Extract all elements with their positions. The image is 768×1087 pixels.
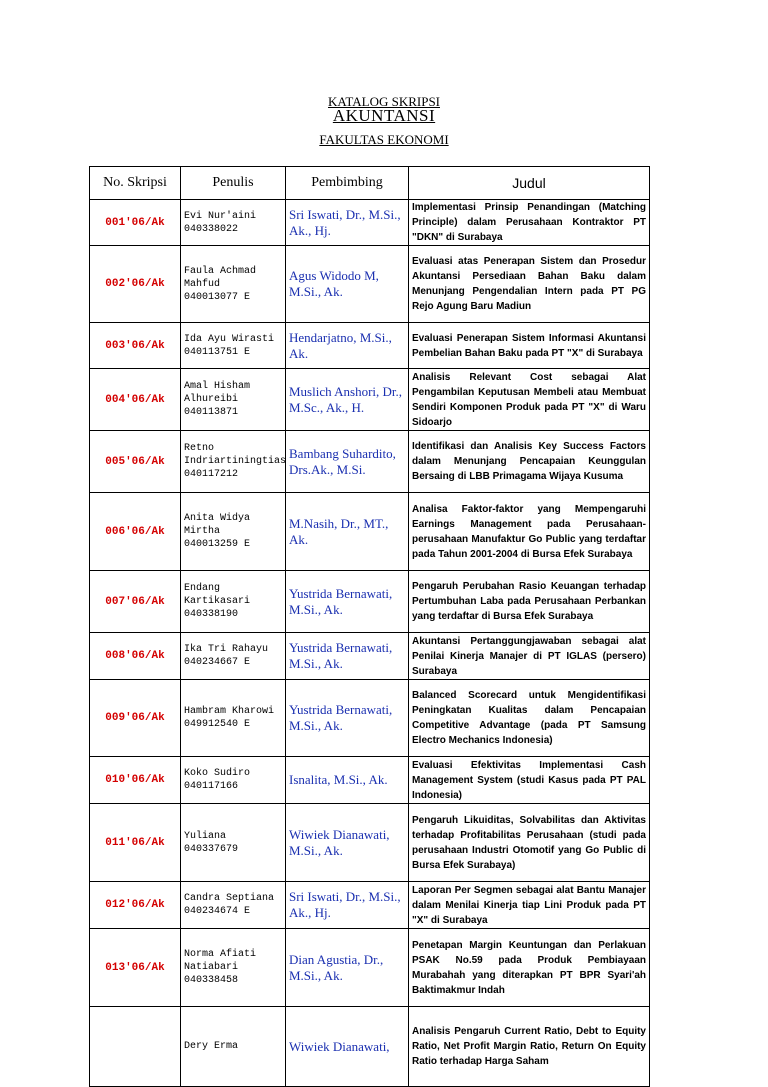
author-cell	[181, 571, 286, 633]
thesis-number: 009'06/Ak	[90, 680, 181, 757]
thesis-title: Evaluasi Penerapan Sistem Informasi Akuntansi Pembelian Bahan Baku pada PT "X" di Surabaya	[409, 323, 650, 369]
thesis-number: 006'06/Ak	[90, 493, 181, 571]
thesis-number: 007'06/Ak	[90, 571, 181, 633]
author-cell	[181, 431, 286, 493]
table-row	[90, 323, 650, 369]
advisor: Isnalita, M.Si., Ak.	[286, 757, 409, 804]
thesis-number: 005'06/Ak	[90, 431, 181, 493]
table-body	[90, 200, 650, 1087]
catalog-title: KATALOG SKRIPSI	[328, 94, 440, 109]
table-row	[90, 882, 650, 929]
author-name: Candra Septiana	[184, 893, 275, 904]
table-row	[90, 1007, 650, 1087]
author-cell	[181, 323, 286, 369]
advisor: Sri Iswati, Dr., M.Si., Ak., Hj.	[286, 200, 409, 246]
thesis-catalog-table	[89, 166, 650, 1087]
author-name: Dery Erma	[184, 1041, 239, 1052]
author-cell	[181, 929, 286, 1007]
thesis-title: Implementasi Prinsip Penandingan (Matching Principle) dalam Perusahaan Kontraktor PT "DKN" di Surabaya	[409, 200, 650, 246]
thesis-number: 010'06/Ak	[90, 757, 181, 804]
author-name: Faula Achmad Mahfud	[184, 265, 257, 290]
advisor: Yustrida Bernawati, M.Si., Ak.	[286, 680, 409, 757]
author-cell	[181, 680, 286, 757]
author-name: Koko Sudiro	[184, 768, 251, 779]
column-header-penulis: Penulis	[181, 167, 286, 200]
thesis-title: Laporan Per Segmen sebagai alat Bantu Manajer dalam Menilai Kinerja tiap Lini Produk pada PT "X" di Surabaya	[409, 882, 650, 929]
author-name: Norma Afiati Natiabari	[184, 949, 257, 973]
table-row	[90, 200, 650, 246]
advisor: Yustrida Bernawati, M.Si., Ak.	[286, 633, 409, 680]
table-row	[90, 493, 650, 571]
author-id: 040337679	[184, 843, 239, 855]
thesis-title: Balanced Scorecard untuk Mengidentifikasi Peningkatan Kualitas dalam Pencapaian Competitive Advantage (pada PT Samsung Electro Mechanics Indonesia)	[409, 680, 650, 757]
thesis-number: 003'06/Ak	[90, 323, 181, 369]
advisor: Sri Iswati, Dr., M.Si., Ak., Hj.	[286, 882, 409, 929]
author-name: Hambram Kharowi	[184, 706, 275, 717]
advisor: M.Nasih, Dr., MT., Ak.	[286, 493, 409, 571]
thesis-number: 002'06/Ak	[90, 246, 181, 323]
author-id: 040338190	[184, 609, 239, 620]
author-name: Ika Tri Rahayu	[184, 644, 269, 655]
advisor: Dian Agustia, Dr., M.Si., Ak.	[286, 929, 409, 1007]
author-id: 040234674 E	[184, 906, 251, 917]
author-id: 040117212	[184, 469, 239, 480]
thesis-number: 012'06/Ak	[90, 882, 181, 929]
author-cell	[181, 246, 286, 323]
thesis-number: 013'06/Ak	[90, 929, 181, 1007]
table-header-row	[90, 167, 650, 200]
author-name: Endang Kartikasari	[184, 583, 251, 607]
author-id: 040113871	[184, 407, 239, 418]
advisor: Bambang Suhardito, Drs.Ak., M.Si.	[286, 431, 409, 493]
advisor: Agus Widodo M, M.Si., Ak.	[286, 246, 409, 323]
thesis-title: Analisis Pengaruh Current Ratio, Debt to Equity Ratio, Net Profit Margin Ratio, Return On Equity Ratio terhadap Harga Saham	[409, 1007, 650, 1087]
author-cell	[181, 804, 286, 882]
advisor: Wiwiek Dianawati,	[286, 1007, 409, 1087]
author-cell	[181, 882, 286, 929]
author-id: 040338458	[184, 975, 239, 986]
author-cell	[181, 369, 286, 431]
thesis-title: Pengaruh Likuiditas, Solvabilitas dan Aktivitas terhadap Profitabilitas Perusahaan (studi pada perusahaan Industri Otomotif yang Go Public di Bursa Efek Surabaya)	[409, 804, 650, 882]
thesis-title: Analisis Relevant Cost sebagai Alat Pengambilan Keputusan Membeli atau Membuat Sendiri Komponen Produk pada PT "X" di Waru Sidoarjo	[409, 369, 650, 431]
author-id: 040234667 E	[184, 657, 251, 668]
author-cell	[181, 633, 286, 680]
thesis-number: 011'06/Ak	[90, 804, 181, 882]
author-name: Yuliana	[184, 830, 227, 842]
table-row	[90, 431, 650, 493]
author-cell	[181, 493, 286, 571]
column-header-no: No. Skripsi	[90, 167, 181, 200]
table-row	[90, 929, 650, 1007]
thesis-title: Analisa Faktor-faktor yang Mempengaruhi Earnings Management pada Perusahaan-perusahaan Manufaktur Go Public yang terdaftar pada Tahun 2001-2004 di Bursa Efek Surabaya	[409, 493, 650, 571]
column-header-judul: Judul	[409, 167, 650, 200]
thesis-title: Akuntansi Pertanggungjawaban sebagai alat Penilai Kinerja Manajer di PT IGLAS (persero) Surabaya	[409, 633, 650, 680]
author-name: Evi Nur'aini	[184, 210, 257, 222]
advisor: Yustrida Bernawati, M.Si., Ak.	[286, 571, 409, 633]
thesis-title: Penetapan Margin Keuntungan dan Perlakuan PSAK No.59 pada Produk Pembiayaan Murabahah yang diterapkan PT BPR Syari'ah Baktimakmur Indah	[409, 929, 650, 1007]
author-cell	[181, 200, 286, 246]
advisor: Hendarjatno, M.Si., Ak.	[286, 323, 409, 369]
thesis-title: Evaluasi atas Penerapan Sistem dan Prosedur Akuntansi Persediaan Bahan Baku dalam Menunjang Pengendalian Intern pada PT PG Rejo Agung Baru Madiun	[409, 246, 650, 323]
thesis-number: 008'06/Ak	[90, 633, 181, 680]
thesis-title: Pengaruh Perubahan Rasio Keuangan terhadap Pertumbuhan Laba pada Perusahaan Perbankan yang terdaftar di Bursa Efek Surabaya	[409, 571, 650, 633]
author-cell	[181, 757, 286, 804]
author-name: Retno Indriartiningtias	[184, 443, 287, 467]
author-id: 040117166	[184, 781, 239, 792]
column-header-pembimbing: Pembimbing	[286, 167, 409, 200]
thesis-number: 004'06/Ak	[90, 369, 181, 431]
author-id: 040338022	[184, 223, 239, 235]
author-id: 049912540 E	[184, 719, 251, 730]
thesis-title: Identifikasi dan Analisis Key Success Factors dalam Menunjang Pencapaian Keunggulan Bersaing di LBB Primagama Wijaya Kusuma	[409, 431, 650, 493]
author-name: Anita Widya Mirtha	[184, 513, 251, 537]
author-id: 040013259 E	[184, 539, 251, 550]
thesis-number	[90, 1007, 181, 1087]
table-row	[90, 246, 650, 323]
department-title: AKUNTANSI	[332, 106, 436, 125]
thesis-title: Evaluasi Efektivitas Implementasi Cash Management System (studi Kasus pada PT PAL Indonesia)	[409, 757, 650, 804]
table-row	[90, 804, 650, 882]
faculty-title: FAKULTAS EKONOMI	[319, 132, 449, 147]
table-row	[90, 680, 650, 757]
author-name: Amal Hisham Alhureibi	[184, 381, 251, 405]
author-id: 040113751 E	[184, 346, 251, 358]
table-row	[90, 571, 650, 633]
table-row	[90, 757, 650, 804]
advisor: Wiwiek Dianawati, M.Si., Ak.	[286, 804, 409, 882]
author-name: Ida Ayu Wirasti	[184, 333, 275, 345]
author-cell	[181, 1007, 286, 1087]
table-row	[90, 369, 650, 431]
advisor: Muslich Anshori, Dr., M.Sc., Ak., H.	[286, 369, 409, 431]
thesis-number: 001'06/Ak	[90, 200, 181, 246]
table-row	[90, 633, 650, 680]
author-id: 040013077 E	[184, 291, 251, 303]
